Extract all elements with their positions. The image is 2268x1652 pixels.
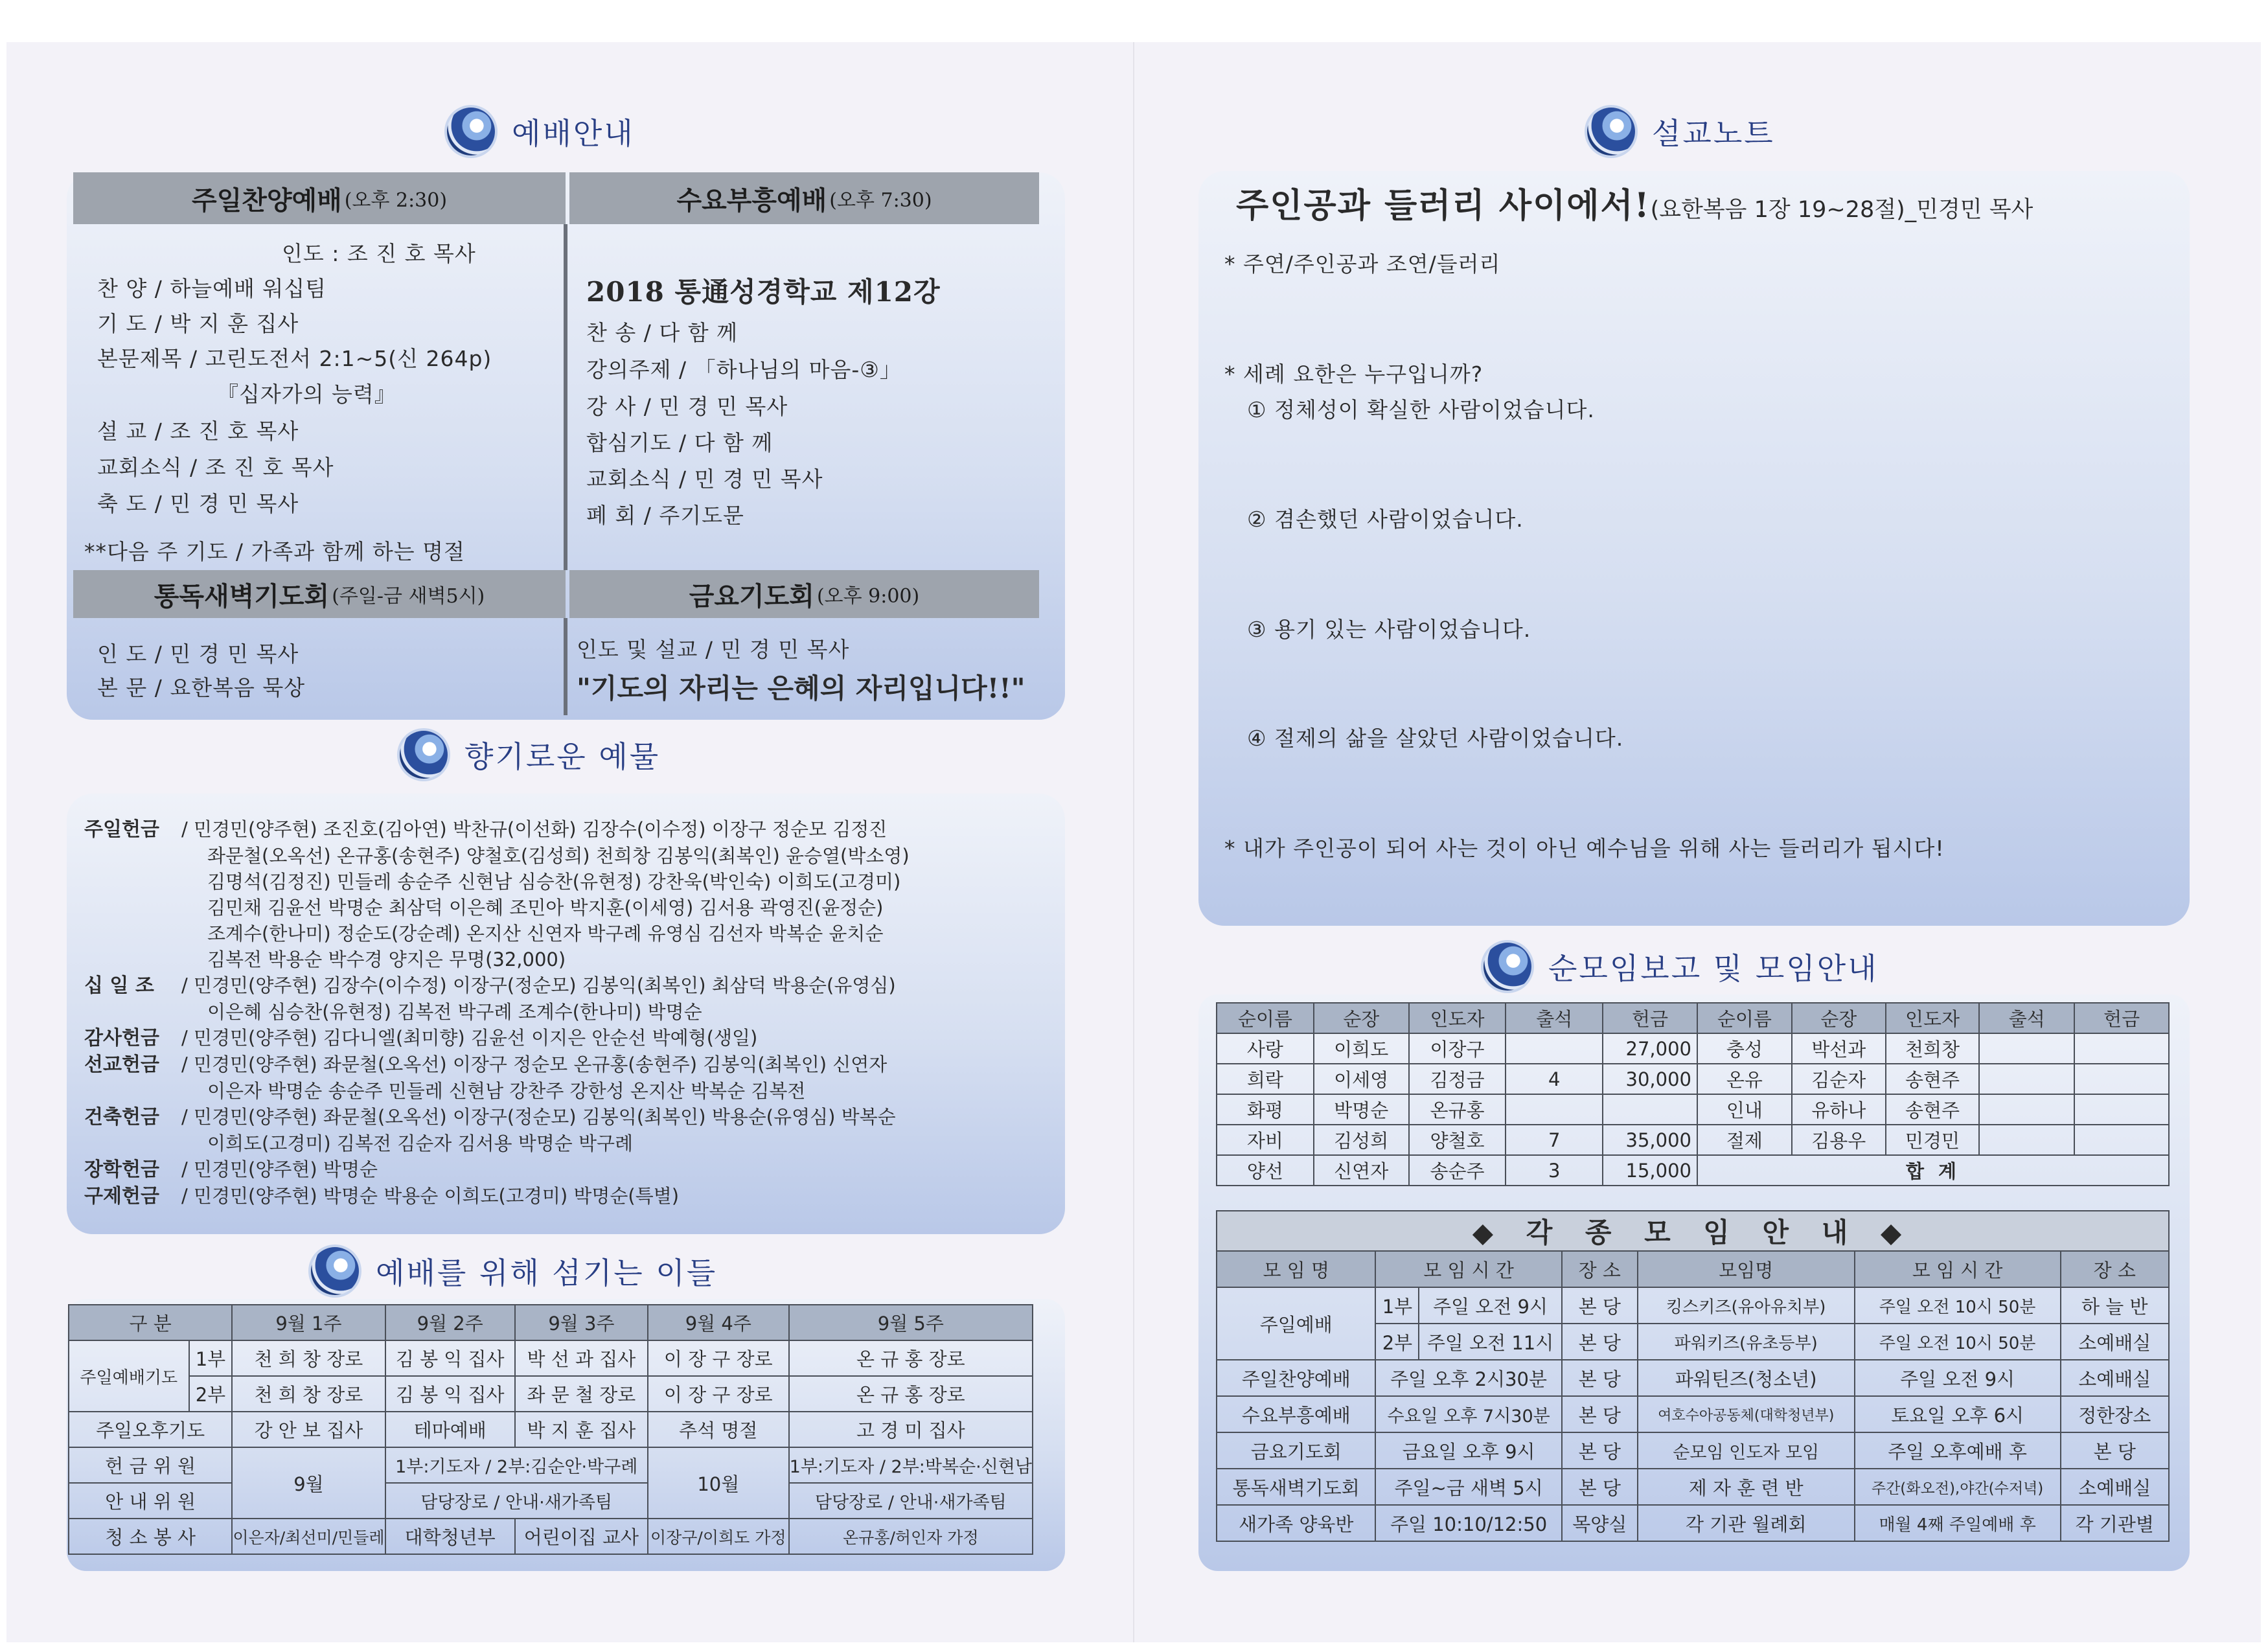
table-header-row: 순이름 순장 인도자 출석 헌금 순이름 순장 인도자 출석 헌금 [1217,1003,2169,1033]
prayer-divider [564,618,567,715]
sermon-line: * 세례 요한은 누구입니까? [1224,361,1483,387]
page-fold [1133,42,1134,1642]
offering-list: 주일헌금 / 민경민(양주현) 조진호(김아연) 박찬규(이선화) 김장수(이수정) 이장구 정순모 김정진 좌문철(오옥선) 온규홍(송현주) 양철호(김성희) 천희창 김봉익(최복인) 윤승열(박소영) 김명석(김정진) 민들레 송순주 신현남 심승찬(유현정) 강찬욱(박인숙) 이희도(고경미) 김민채 김윤선 박명순 최삼덕 이은혜 조민아 박지훈(이세영) 김서용 곽영진(윤정순) 조계수(한나미) 정순도(강순례) 온지산 신연자 박구례 유영심 김선자 박복순 윤치순 김복전 박용순 박수경 양지은 무명(32,000) 십 일 조 / 민경민(양주현) 김장수(이수정) 이장구(정순모) 김봉익(최복인) 최삼덕 박용순(유영심) 이은혜 심승찬(유현정) 김복전 박구례 조계수(한나미) 박명순 감사헌금 / 민경민(양주현) 김다니엘(최미향) 김윤선 이지은 안순선 박예형(생일) 선교헌금 / 민경민(양주현) 좌문철(오옥선) 이장구 정순모 온규홍(송현주) 김봉익(최복인) 신연자 이은자 박명순 송순주 민들레 신현남 강찬주 강한성 온지산 박복순 김복전 건축헌금 / 민경민(양주현) 좌문철(오옥선) 이장구(정순모) 김봉익(최복인) 박용순(유영심) 박복순 이희도(고경미) 김복전 김순자 김서용 박명순 박구례 장학헌금 / 민경민(양주현) 박명순 구제헌금 / 민경민(양주현) 박명순 박용순 이희도(고경미) 박명순(특별) [84,818,910,1208]
table-row: 양선 신연자 송순주 3 15,000 합 계 [1217,1155,2169,1186]
table-row: 주일찬양예배 주일 오후 2시30분 본 당 파워틴즈(청소년) 주일 오전 9시 소예배실 [1217,1360,2169,1396]
sunday-note: **다음 주 기도 / 가족과 함께 하는 명절 [84,539,465,564]
table-row: 통독새벽기도회 주일~금 새벽 5시 본 당 제 자 훈 련 반 주간(화오전),야간(수저녁) 소예배실 [1217,1469,2169,1505]
servers-heading-text: 예배를 위해 섬기는 이들 [376,1256,718,1291]
sunday-line: 교회소식 / 조 진 호 목사 [97,455,334,480]
table-row: 금요기도회 금요일 오후 9시 본 당 순모임 인도자 모임 주일 오후예배 후 본 당 [1217,1432,2169,1469]
table-header-row: 구 분 9월 1주 9월 2주 9월 3주 9월 4주 9월 5주 [69,1305,1033,1340]
wednesday-line: 교회소식 / 민 경 민 목사 [586,466,823,492]
sermon-point: ③ 용기 있는 사람이었습니다. [1247,617,1531,642]
meetings-table [1216,1210,2170,1542]
offering-heading [400,731,660,779]
globe-icon [447,108,495,155]
friday-quote: "기도의 자리는 은혜의 자리입니다!!" [577,672,1025,704]
wednesday-heading: 2018 통通성경학교 제12강 [586,276,941,308]
dawn-prayer-bar: 통독새벽기도회 (주일-금 새벽5시) [73,570,566,618]
sermon-heading-text: 설교노트 [1652,116,1775,151]
table-row: 화평 박명순 온규홍 인내 유하나 송현주 [1217,1094,2169,1125]
report-heading-text: 순모임보고 및 모임안내 [1548,951,1879,986]
wednesday-line: 폐 회 / 주기도문 [586,503,744,528]
table-row: 희락 이세영 김정금 4 30,000 온유 김순자 송현주 [1217,1064,2169,1094]
sermon-point: ④ 절제의 삶을 살았던 사람이었습니다. [1247,726,1624,751]
table-row: 헌 금 위 원 9월 1부:기도자 / 2부:김순안·박구례 10월 1부:기도자 / 2부:박복순·신현남 [69,1447,1033,1483]
wednesday-line: 찬 송 / 다 함 께 [586,320,738,345]
report-heading [1483,943,1879,991]
sermon-heading [1587,108,1775,155]
wednesday-line: 합심기도 / 다 함 께 [586,430,773,455]
dawn-line: 본 문 / 요한복음 묵상 [97,675,306,700]
sermon-panel [1198,171,2190,926]
wednesday-line: 강 사 / 민 경 민 목사 [586,394,788,419]
sunday-line: 찬 양 / 하늘예배 워십팀 [97,276,326,301]
table-row: 사랑 이희도 이장구 27,000 충성 박선과 천희창 [1217,1033,2169,1064]
table-row: 안 내 위 원 담당장로 / 안내·새가족팀 담당장로 / 안내·새가족팀 [69,1483,1033,1519]
table-row: 주일예배 1부 주일 오전 9시 본 당 킹스키즈(유아유치부) 주일 오전 10시 50분 하 늘 반 [1217,1287,2169,1324]
globe-icon [311,1247,359,1295]
table-row: 새가족 양육반 주일 10:10/12:50 목양실 각 기관 월례회 매월 4째 주일예배 후 각 기관별 [1217,1505,2169,1541]
sunday-line: 축 도 / 민 경 민 목사 [97,491,299,516]
table-title-row: ◆ 각 종 모 임 안 내 ◆ [1217,1211,2169,1251]
total-cell: 합 계 [1697,1155,2169,1186]
table-row: 청 소 봉 사 이은자/최선미/민들레 대학청년부 어린이집 교사 이장구/이희도 가정 온규홍/허인자 가정 [69,1519,1033,1554]
friday-line: 인도 및 설교 / 민 경 민 목사 [577,637,850,662]
offering-heading-text: 향기로운 예물 [464,739,661,774]
table-row: 주일오후기도 강 안 보 집사 테마예배 박 지 훈 집사 추석 명절 고 경 미 집사 [69,1412,1033,1447]
report-table [1216,1002,2170,1186]
sermon-point: ① 정체성이 확실한 사람이었습니다. [1247,397,1595,422]
worship-divider [564,224,567,570]
sunday-line: 인도 : 조 진 호 목사 [282,241,476,266]
globe-icon [400,731,448,779]
friday-prayer-bar: 금요기도회 (오후 9:00) [569,570,1039,618]
sunday-service-bar: 주일찬양예배 (오후 2:30) [73,172,566,224]
wednesday-service-bar: 수요부흥예배 (오후 7:30) [569,172,1039,224]
globe-icon [1587,108,1635,155]
wednesday-line: 강의주제 / 「하나님의 마음-③」 [586,357,902,382]
table-header-row: 모 임 명 모 임 시 간 장 소 모임명 모 임 시 간 장 소 [1217,1251,2169,1287]
sermon-line: * 내가 주인공이 되어 사는 것이 아닌 예수님을 위해 사는 들러리가 됩시다! [1224,836,1945,861]
sunday-line: 『십자가의 능력』 [217,382,396,407]
sermon-title: 주인공과 들러리 사이에서!(요한복음 1장 19~28절)_민경민 목사 [1236,186,2033,225]
worship-heading [447,108,635,155]
servers-table [68,1304,1033,1555]
table-row: 자비 김성희 양철호 7 35,000 절제 김용우 민경민 [1217,1125,2169,1155]
table-row: 주일예배기도 1부 천 희 창 장로 김 봉 익 집사 박 선 과 집사 이 장 구 장로 온 규 홍 장로 [69,1340,1033,1376]
sermon-point: ② 겸손했던 사람이었습니다. [1247,507,1524,532]
table-row: 2부 천 희 창 장로 김 봉 익 집사 좌 문 철 장로 이 장 구 장로 온 규 홍 장로 [69,1376,1033,1412]
sunday-line: 설 교 / 조 진 호 목사 [97,419,299,444]
sunday-line: 본문제목 / 고린도전서 2:1~5(신 264p) [97,346,492,371]
servers-heading [311,1247,717,1295]
sermon-line: * 주연/주인공과 조연/들러리 [1224,251,1501,277]
sunday-line: 기 도 / 박 지 훈 집사 [97,311,299,336]
worship-heading-text: 예배안내 [512,116,635,151]
table-row: 2부 주일 오전 11시 본 당 파워키즈(유초등부) 주일 오전 10시 50분 소예배실 [1217,1324,2169,1360]
dawn-line: 인 도 / 민 경 민 목사 [97,641,299,667]
globe-icon [1483,943,1531,991]
table-row: 수요부흥예배 수요일 오후 7시30분 본 당 여호수아공동체(대학청년부) 토요일 오후 6시 정한장소 [1217,1396,2169,1432]
